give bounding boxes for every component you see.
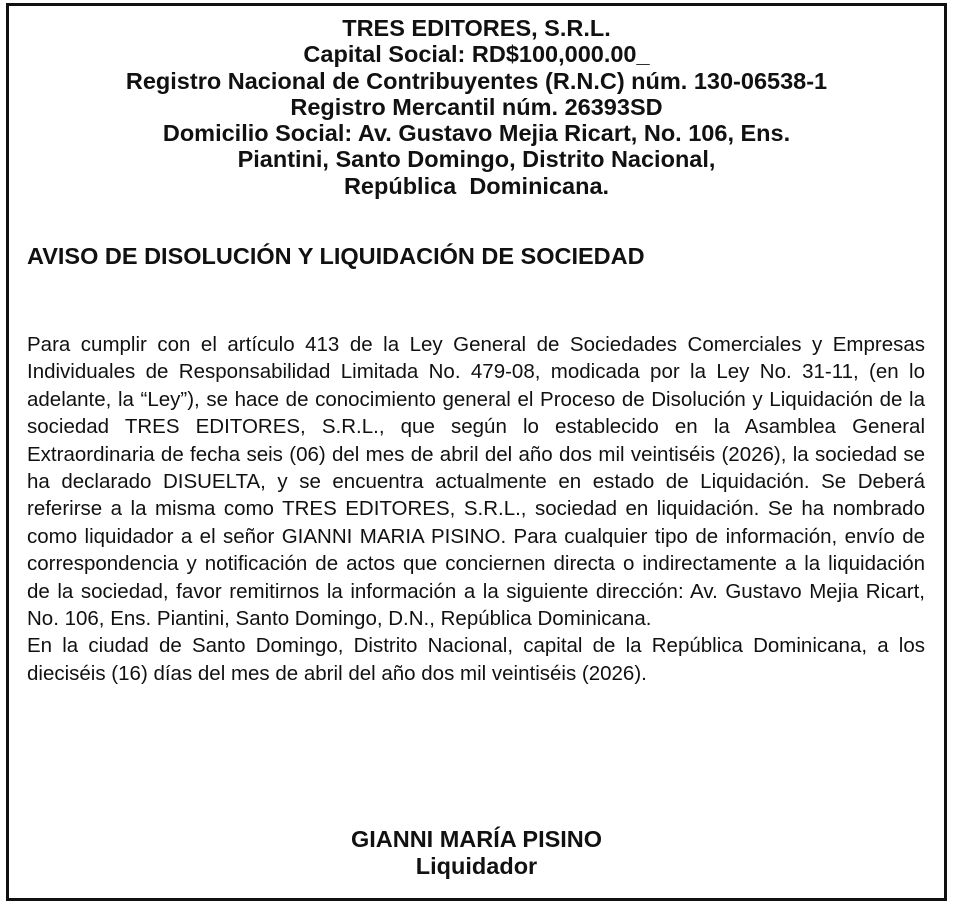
signature-block xyxy=(9,826,944,879)
rnc-number: Registro Nacional de Contribuyentes (R.N.C) núm. 130-06538-1 xyxy=(125,67,828,94)
legal-notice xyxy=(6,3,947,901)
domicilio-line-3: República Dominicana. xyxy=(343,172,610,199)
body-paragraph-1: Para cumplir con el artículo 413 de la Ley General de Sociedades Comerciales y Empresas Individuales de Responsabilidad Limitada No. 479-08, modicada por la Ley No. 31-11, (en lo adelante, la “Ley”), se hace de conocimiento general el Proceso de Disolución y Liquidación de la sociedad TRES EDITORES, S.R.L., que según lo establecido en la Asamblea General Extraordinaria de fecha seis (06) del mes de abril del año dos mil veintiséis (2026), la sociedad se ha declarado DISUELTA, y se encuentra actualmente en estado de Liquidación. Se Deberá referirse a la misma como TRES EDITORES, S.R.L., sociedad en liquidación. Se ha nombrado como liquidador a el señor GIANNI MARIA PISINO. Para cualquier tipo de información, envío de correspondencia y notificación de actos que conciernen directa o indirectamente a la liquidación de la sociedad, favor remitirnos la información a la siguiente dirección: Av. Gustavo Mejia Ricart, No. 106, Ens. Piantini, Santo Domingo, D.N., República Dominicana. xyxy=(27,333,925,631)
registro-mercantil: Registro Mercantil núm. 26393SD xyxy=(290,93,663,120)
signatory-name: GIANNI MARÍA PISINO xyxy=(350,826,603,852)
signatory-role: Liquidador xyxy=(415,852,538,879)
notice-body xyxy=(27,331,925,687)
domicilio-line-1: Domicilio Social: Av. Gustavo Mejia Ricart, No. 106, Ens. xyxy=(162,120,791,147)
body-paragraph-2: En la ciudad de Santo Domingo, Distrito Nacional, capital de la República Dominicana, a los dieciséis (16) días del mes de abril del año dos mil veintiséis (2026). xyxy=(27,634,925,685)
capital-social: Capital Social: RD$100,000.00_ xyxy=(303,41,650,68)
company-header xyxy=(9,15,944,199)
domicilio-line-2: Piantini, Santo Domingo, Distrito Nacional, xyxy=(237,146,716,173)
notice-title: AVISO DE DISOLUCIÓN Y LIQUIDACIÓN DE SOCIEDAD xyxy=(27,243,645,269)
company-name: TRES EDITORES, S.R.L. xyxy=(342,15,611,41)
